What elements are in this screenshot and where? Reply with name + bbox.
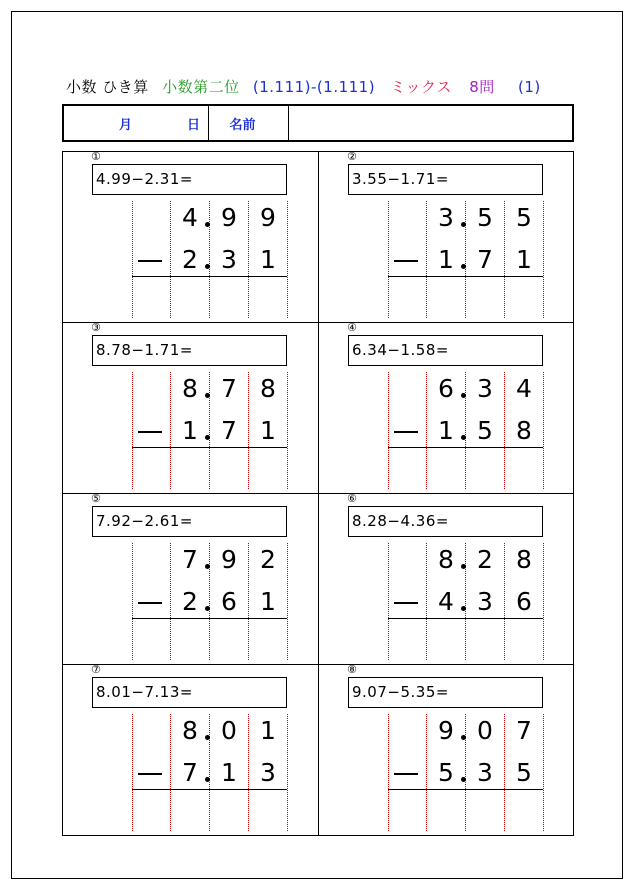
answer-line [388,789,543,790]
column-guide-line [388,372,389,489]
column-guide-line [209,372,210,489]
minuend-digit: 2 [477,545,493,574]
title-sheet-number: (1) [518,78,541,96]
subtrahend-digit: 1 [260,587,276,616]
problem-number: ⑦ [91,663,101,676]
decimal-point [461,735,466,740]
problem-expression-box[interactable]: 7.92−2.61= [92,506,287,537]
minuend-digit: 5 [516,203,532,232]
problem-expression-box[interactable]: 6.34−1.58= [348,335,543,366]
title-format: (1.111)-(1.111) [252,78,376,96]
decimal-point [461,393,466,398]
problem-expression-box[interactable]: 9.07−5.35= [348,677,543,708]
minuend-digit: 8 [182,374,198,403]
subtrahend-digit: 6 [221,587,237,616]
minus-sign [138,602,162,604]
problem-number: ⑤ [91,492,101,505]
minuend-digit: 8 [182,716,198,745]
column-guide-line [465,201,466,318]
decimal-point [205,222,210,227]
minuend-digit: 0 [221,716,237,745]
subtrahend-digit: 1 [182,416,198,445]
decimal-point [205,735,210,740]
subtrahend-digit: 5 [438,758,454,787]
decimal-point [461,564,466,569]
column-guide-line [287,543,288,660]
column-guide-line [504,201,505,318]
date-field[interactable] [64,106,209,140]
minuend-digit: 8 [438,545,454,574]
subtrahend-digit: 7 [477,245,493,274]
column-guide-line [170,714,171,831]
title-count: 8問 [469,78,495,96]
column-guide-line [287,201,288,318]
column-guide-line [209,714,210,831]
minuend-digit: 6 [438,374,454,403]
problem-number: ⑥ [347,492,357,505]
minuend-digit: 9 [221,545,237,574]
subtrahend-digit: 2 [182,245,198,274]
decimal-point [205,264,210,269]
column-guide-line [132,714,133,831]
minuend-digit: 5 [477,203,493,232]
column-guide-line [248,201,249,318]
column-guide-line [248,543,249,660]
subtrahend-digit: 3 [260,758,276,787]
answer-line [388,447,543,448]
decimal-point [205,564,210,569]
subtrahend-digit: 1 [438,416,454,445]
minuend-digit: 4 [516,374,532,403]
problem-1 [62,151,318,322]
column-guide-line [132,201,133,318]
problem-3 [62,322,318,493]
subtrahend-digit: 5 [516,758,532,787]
problem-2 [318,151,574,322]
page-title [66,76,549,97]
subtrahend-digit: 7 [182,758,198,787]
column-guide-line [543,714,544,831]
answer-line [388,618,543,619]
column-guide-line [426,543,427,660]
name-label: 名前 [229,117,256,133]
column-guide-line [465,714,466,831]
column-guide-line [388,543,389,660]
minuend-digit: 7 [221,374,237,403]
column-guide-line [426,372,427,489]
problem-number: ⑧ [347,663,357,676]
minus-sign [138,431,162,433]
answer-line [132,447,287,448]
name-field[interactable] [289,106,572,140]
decimal-point [461,222,466,227]
decimal-point [461,606,466,611]
problem-4 [318,322,574,493]
problem-6 [318,493,574,664]
subtrahend-digit: 4 [438,587,454,616]
column-guide-line [504,543,505,660]
column-guide-line [209,543,210,660]
column-guide-line [248,714,249,831]
answer-line [132,618,287,619]
minuend-digit: 1 [260,716,276,745]
column-guide-line [248,372,249,489]
minuend-digit: 3 [438,203,454,232]
subtrahend-digit: 3 [477,758,493,787]
minus-sign [394,431,418,433]
column-guide-line [504,714,505,831]
answer-line [388,276,543,277]
subtrahend-digit: 2 [182,587,198,616]
column-guide-line [388,714,389,831]
column-guide-line [132,543,133,660]
decimal-point [461,435,466,440]
decimal-point [205,393,210,398]
minus-sign [138,773,162,775]
name-date-box [62,104,574,142]
problem-expression-box[interactable]: 8.01−7.13= [92,677,287,708]
minuend-digit: 4 [182,203,198,232]
subtrahend-digit: 7 [221,416,237,445]
problem-number: ② [347,150,357,163]
minus-sign [394,773,418,775]
subtrahend-digit: 3 [477,587,493,616]
minuend-digit: 0 [477,716,493,745]
minuend-digit: 9 [438,716,454,745]
column-guide-line [170,543,171,660]
minuend-digit: 7 [516,716,532,745]
minus-sign [394,602,418,604]
column-guide-line [465,372,466,489]
decimal-point [205,777,210,782]
problem-expression-box[interactable]: 8.78−1.71= [92,335,287,366]
decimal-point [205,435,210,440]
subtrahend-digit: 1 [516,245,532,274]
subtrahend-digit: 6 [516,587,532,616]
minuend-digit: 9 [260,203,276,232]
column-guide-line [287,714,288,831]
column-guide-line [543,372,544,489]
problem-8 [318,664,574,835]
column-guide-line [543,201,544,318]
minus-sign [394,260,418,262]
minuend-digit: 9 [221,203,237,232]
minuend-digit: 8 [260,374,276,403]
subtrahend-digit: 8 [516,416,532,445]
subtrahend-digit: 5 [477,416,493,445]
problem-7 [62,664,318,835]
decimal-point [461,777,466,782]
subtrahend-digit: 1 [260,245,276,274]
problem-number: ④ [347,321,357,334]
minuend-digit: 2 [260,545,276,574]
column-guide-line [504,372,505,489]
column-guide-line [170,372,171,489]
subtrahend-digit: 1 [260,416,276,445]
column-guide-line [287,372,288,489]
month-label: 月 [119,117,133,133]
name-label-cell [209,106,289,140]
column-guide-line [170,201,171,318]
minuend-digit: 7 [182,545,198,574]
problem-number: ③ [91,321,101,334]
title-mix: ミックス [390,78,452,96]
decimal-point [461,264,466,269]
title-topic: 小数第二位 [162,78,240,96]
column-guide-line [426,714,427,831]
problem-number: ① [91,150,101,163]
column-guide-line [132,372,133,489]
column-guide-line [209,201,210,318]
problem-expression-box[interactable]: 4.99−2.31= [92,164,287,195]
subtrahend-digit: 1 [438,245,454,274]
minus-sign [138,260,162,262]
title-subject: 小数 ひき算 [66,78,149,96]
minuend-digit: 8 [516,545,532,574]
minuend-digit: 3 [477,374,493,403]
subtrahend-digit: 3 [221,245,237,274]
day-label: 日 [187,117,201,133]
column-guide-line [426,201,427,318]
problem-expression-box[interactable]: 8.28−4.36= [348,506,543,537]
decimal-point [205,606,210,611]
column-guide-line [543,543,544,660]
problem-expression-box[interactable]: 3.55−1.71= [348,164,543,195]
column-guide-line [465,543,466,660]
answer-line [132,276,287,277]
column-guide-line [388,201,389,318]
problem-5 [62,493,318,664]
subtrahend-digit: 1 [221,758,237,787]
answer-line [132,789,287,790]
